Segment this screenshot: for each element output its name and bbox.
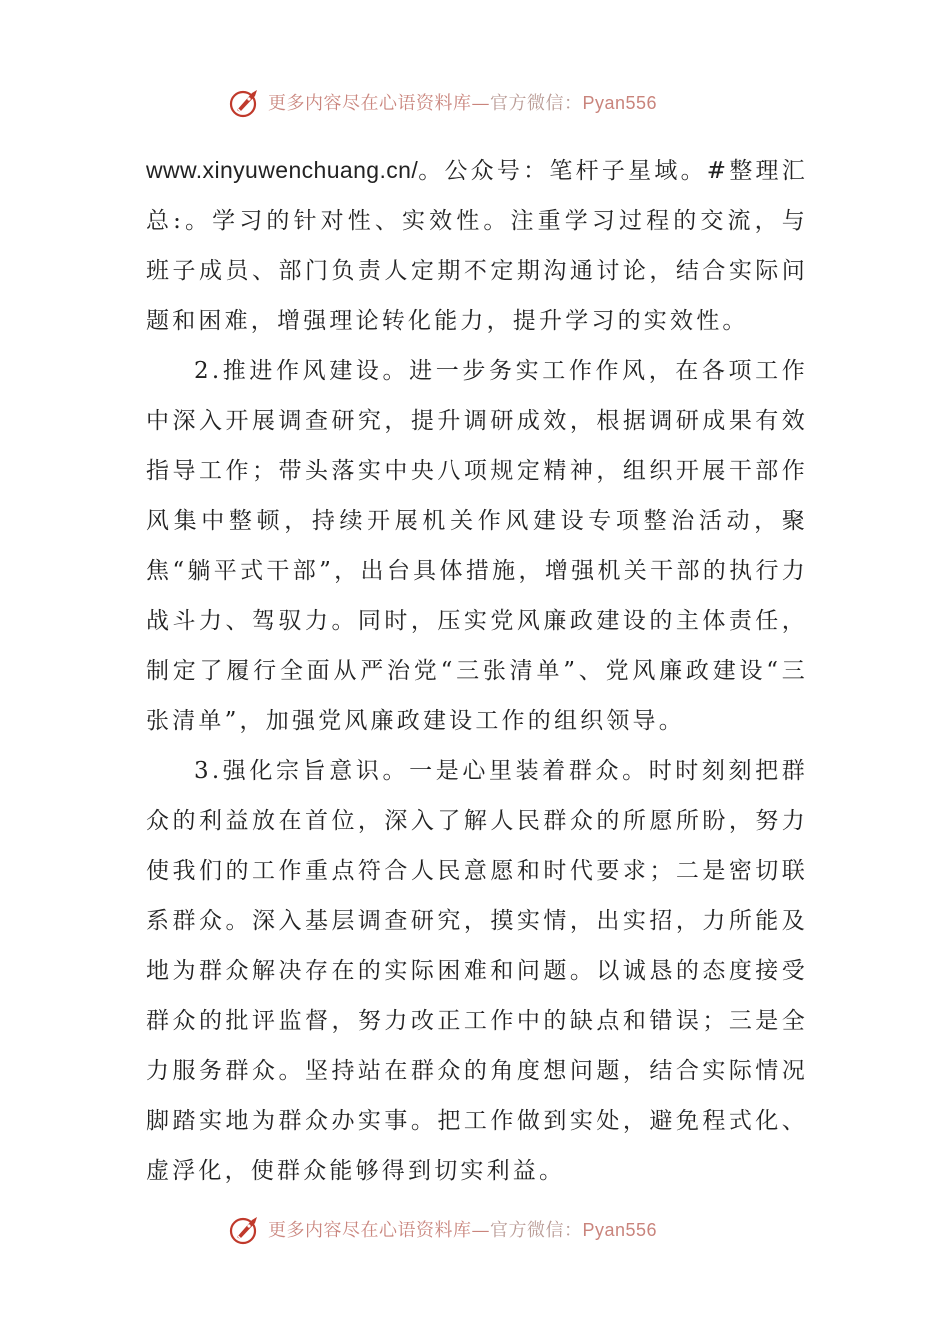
pen-nib-logo-icon bbox=[228, 85, 262, 119]
banner-text bbox=[268, 1216, 657, 1242]
website-url: www.xinyuwenchuang.cn/ bbox=[146, 157, 419, 183]
paragraph-3: 3.强化宗旨意识。一是心里装着群众。时时刻刻把群众的利益放在首位，深入了解人民群众的所愿所盼，努力使我们的工作重点符合人民意愿和时代要求；二是密切联系群众。深入基层调查研究，摸实情，出实招，力所能及地为群众解决存在的实际困难和问题。以诚恳的态度接受群众的批评监督，努力改正工作中的缺点和错误；三是全力服务群众。坚持站在群众的角度想问题，结合实际情况脚踏实地为群众办实事。把工作做到实处，避免程式化、虚浮化，使群众能够得到切实利益。 bbox=[146, 758, 808, 1184]
banner-wechat-id: Pyan556 bbox=[582, 93, 658, 113]
banner-wechat-label: 官方微信： bbox=[490, 1220, 583, 1241]
banner-wechat-id: Pyan556 bbox=[582, 1220, 658, 1240]
header-banner bbox=[228, 82, 748, 122]
footer-banner bbox=[228, 1209, 748, 1249]
banner-text bbox=[268, 89, 657, 115]
banner-dash: — bbox=[471, 1220, 490, 1241]
banner-dash: — bbox=[471, 93, 490, 114]
document-body bbox=[146, 145, 808, 1196]
pen-nib-logo-icon bbox=[228, 1212, 262, 1246]
banner-main-text: 更多内容尽在心语资料库 bbox=[268, 1220, 472, 1241]
paragraph-2: 2.推进作风建设。进一步务实工作作风，在各项工作中深入开展调查研究，提升调研成效，根据调研成果有效指导工作；带头落实中央八项规定精神，组织开展干部作风集中整顿，持续开展机关作风建设专项整治活动，聚焦“躺平式干部”，出台具体措施，增强机关干部的执行力战斗力、驾驭力。同时，压实党风廉政建设的主体责任，制定了履行全面从严治党“三张清单”、党风廉政建设“三张清单”，加强党风廉政建设工作的组织领导。 bbox=[146, 358, 808, 734]
paragraph-1 bbox=[146, 145, 808, 346]
paragraph-1-text: 。公众号：笔杆子星域。#整理汇总:。学习的针对性、实效性。注重学习过程的交流，与班子成员、部门负责人定期不定期沟通讨论，结合实际问题和困难，增强理论转化能力，提升学习的实效性。 bbox=[146, 158, 808, 334]
banner-wechat-label: 官方微信： bbox=[490, 93, 583, 114]
banner-main-text: 更多内容尽在心语资料库 bbox=[268, 93, 472, 114]
